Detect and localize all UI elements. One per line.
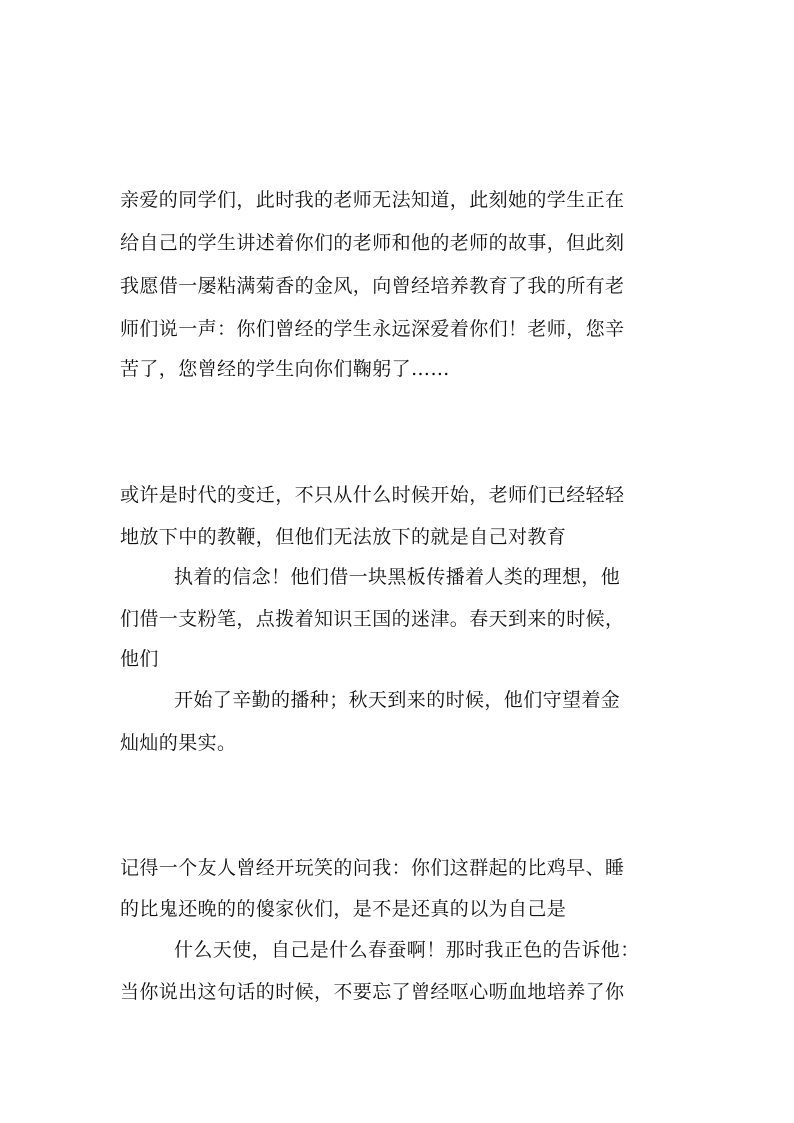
text-line: 或许是时代的变迁，不只从什么时候开始，老师们已经轻轻 [120, 484, 625, 506]
text-line: 们借一支粉笔，点拨着知识王国的迷津。春天到来的时候， [120, 608, 625, 630]
text-line: 什么天使，自己是什么春蚕啊！那时我正色的告诉他： [174, 939, 640, 961]
text-line: 我愿借一屡粘满菊香的金风，向曾经培养教育了我的所有老 [120, 275, 625, 297]
text-line: 的比鬼还晚的的傻家伙们，是不是还真的以为自己是 [120, 898, 567, 920]
text-line: 灿灿的果实。 [120, 732, 237, 754]
text-line: 开始了辛勤的播种；秋天到来的时候，他们守望着金 [174, 689, 621, 711]
text-line: 地放下中的教鞭，但他们无法放下的就是自己对教育 [120, 526, 567, 548]
text-line: 师们说一声：你们曾经的学生永远深爱着你们！老师，您辛 [120, 318, 625, 340]
text-line: 亲爱的同学们，此时我的老师无法知道，此刻她的学生正在 [120, 189, 625, 211]
text-line: 当你说出这句话的时候，不要忘了曾经呕心呖血地培养了你 [120, 981, 625, 1003]
text-line: 记得一个友人曾经开玩笑的问我：你们这群起的比鸡早、睡 [120, 857, 625, 879]
text-line: 执着的信念！他们借一块黑板传播着人类的理想，他 [174, 566, 621, 588]
text-line: 苦了，您曾经的学生向你们鞠躬了…… [120, 358, 450, 380]
text-line: 给自己的学生讲述着你们的老师和他的老师的故事，但此刻 [120, 232, 625, 254]
text-line: 他们 [120, 648, 159, 670]
